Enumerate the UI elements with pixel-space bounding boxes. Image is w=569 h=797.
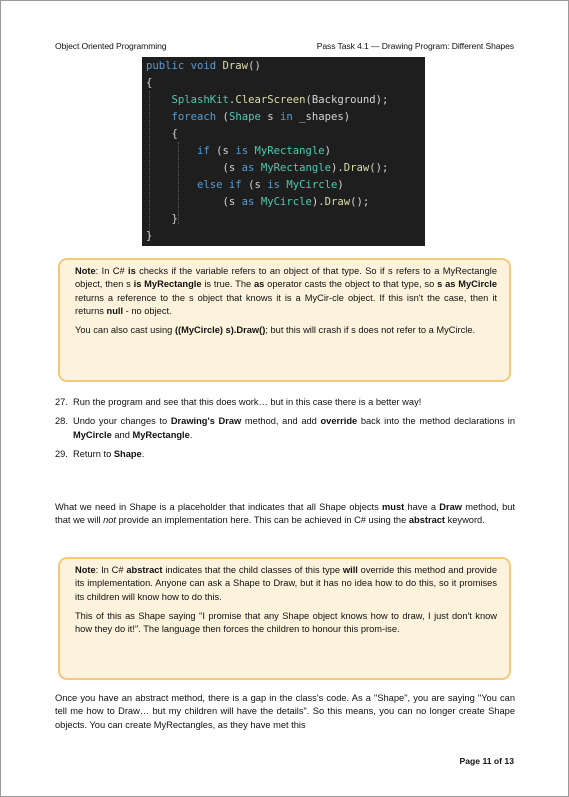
code-token: ( <box>216 111 229 123</box>
step-number: 29. <box>55 448 68 459</box>
code-token: (s <box>209 145 236 157</box>
text-run: override this method and provide its implementation. Anyone can ask a Shape to Draw, but it has no idea how to do this, so it promises its children will know how to do this. <box>75 565 497 602</box>
code-token: is <box>267 179 280 191</box>
code-token <box>146 111 172 123</box>
note-paragraph <box>75 564 497 604</box>
code-token: ) <box>324 145 332 157</box>
emphasis-text: is MyRectangle <box>133 279 202 290</box>
step-item <box>55 396 515 409</box>
text-run: What we need in Shape is a placeholder that indicates that all Shape objects <box>55 502 382 512</box>
code-token: () <box>248 60 261 72</box>
code-block <box>142 57 425 246</box>
emphasis-text: not <box>103 515 116 526</box>
emphasis-text: s as MyCircle <box>437 279 497 290</box>
code-token: MyRectangle <box>254 145 325 157</box>
code-line <box>146 126 178 143</box>
step-list <box>55 396 515 467</box>
text-run: back into the method declarations in <box>357 416 516 427</box>
emphasis-text: Shape <box>113 448 142 459</box>
code-token: (); <box>350 196 370 208</box>
step-text <box>73 396 515 409</box>
code-token: MyCircle <box>260 196 312 208</box>
text-run: method, but that we will <box>55 502 515 526</box>
emphasis-text: is <box>127 266 136 276</box>
body-paragraph <box>55 501 515 528</box>
text-run: provide an implementation here. This can be achieved in C# using the <box>116 515 409 526</box>
code-line <box>146 177 344 194</box>
text-run: . <box>189 429 193 440</box>
code-line <box>146 194 369 211</box>
code-line <box>146 109 350 126</box>
text-run: is true. The <box>201 279 255 290</box>
code-line <box>146 92 388 109</box>
code-token <box>146 179 197 191</box>
emphasis-text: Note <box>75 565 96 575</box>
text-run: . <box>141 448 145 459</box>
code-token <box>146 145 197 157</box>
note-paragraph <box>75 324 497 337</box>
text-run: : In C# <box>95 266 128 276</box>
step-item <box>55 448 515 461</box>
code-token: ). <box>311 196 325 208</box>
code-token: foreach <box>171 111 217 123</box>
text-run: Return to <box>73 448 114 459</box>
emphasis-text: Drawing's Draw <box>170 416 242 427</box>
code-token <box>146 94 172 106</box>
code-line <box>146 228 152 245</box>
text-run: This of this as Shape saying "I promise that any Shape object knows how to draw, I just don't know how they do it!". The language then forces the children to honour this prom-ise. <box>75 610 497 635</box>
code-token: ). <box>331 162 344 174</box>
code-token: (Background); <box>305 94 389 106</box>
code-token: Shape <box>228 111 261 123</box>
code-token: { <box>146 128 178 140</box>
code-line <box>146 75 152 92</box>
body-paragraph <box>55 692 515 732</box>
code-token: ) <box>337 179 344 191</box>
code-token: { <box>146 77 153 89</box>
text-run: method, and add <box>241 416 321 427</box>
emphasis-text: MyRectangle <box>132 429 190 440</box>
code-line <box>146 58 261 75</box>
code-token: ClearScreen <box>235 94 306 106</box>
text-run: operator casts the object to that type, so <box>264 279 438 290</box>
code-token: (s <box>146 196 242 208</box>
code-line <box>146 143 331 160</box>
code-token: SplashKit <box>171 94 229 106</box>
header-task-title: Pass Task 4.1 — Drawing Program: Different Shapes <box>316 41 514 51</box>
code-token: as <box>241 162 255 174</box>
text-run: Once you have an abstract method, there is a gap in the class's code. As a "Shape", you are saying "You can tell me how to Draw… but my children will have the details". So this means, you can no longer create Shape objects. You can create MyRectangles, as they have met this <box>55 693 515 730</box>
code-token: (s <box>146 162 242 174</box>
text-run: keyword. <box>445 515 485 526</box>
step-text <box>73 415 515 442</box>
text-run: ; but this will crash if s does not refer to a MyCircle. <box>265 325 476 336</box>
code-line <box>146 160 388 177</box>
text-run: have a <box>404 502 440 512</box>
emphasis-text: MyCircle <box>73 429 112 440</box>
note-paragraph <box>75 265 497 318</box>
code-token: if <box>197 145 210 157</box>
code-token: Draw <box>324 196 351 208</box>
emphasis-text: override <box>320 416 358 427</box>
code-token: Draw <box>222 60 249 72</box>
emphasis-text: ((MyCircle) s).Draw() <box>174 325 266 336</box>
code-token: else if <box>197 179 242 191</box>
text-run: checks if the variable refers to an object of that type. So if s refers to a MyRectangle object, then s <box>75 266 497 290</box>
text-run: and <box>111 429 133 440</box>
emphasis-text: Draw <box>439 502 462 512</box>
emphasis-text: abstract <box>126 565 163 575</box>
text-run: Undo your changes to <box>73 416 171 427</box>
code-token: (); <box>369 162 389 174</box>
text-run: You can also cast using <box>75 325 175 336</box>
page-number: Page 11 of 13 <box>459 756 514 766</box>
code-token: in <box>279 111 293 123</box>
emphasis-text: abstract <box>408 515 446 526</box>
step-item <box>55 415 515 442</box>
header-course-title: Object Oriented Programming <box>55 41 167 51</box>
code-token: Draw <box>343 162 370 174</box>
step-number: 27. <box>55 397 68 407</box>
code-token: MyCircle <box>286 179 338 191</box>
code-line <box>146 211 178 228</box>
code-token: . <box>228 94 236 106</box>
text-run: Run the program and see that this does work… but in this case there is a better way! <box>73 397 422 407</box>
emphasis-text: will <box>342 565 358 575</box>
emphasis-text: null <box>106 305 124 316</box>
code-token: public void <box>146 60 223 72</box>
note-paragraph <box>75 610 497 637</box>
code-token: } <box>146 230 153 242</box>
code-token: (s <box>241 179 268 191</box>
text-run: indicates that the child classes of this type <box>162 565 343 575</box>
emphasis-text: as <box>254 279 265 290</box>
code-token: } <box>146 213 178 225</box>
step-number: 28. <box>55 416 68 427</box>
code-token: is <box>235 145 249 157</box>
note-is-as-operators <box>58 258 511 382</box>
code-token: s <box>260 111 280 123</box>
text-run: returns a reference to the s object that knows it is a MyCir-cle object. If this isn't the case, then it returns <box>75 292 497 316</box>
emphasis-text: Note <box>75 266 96 276</box>
note-abstract-keyword <box>58 557 511 680</box>
emphasis-text: must <box>382 502 405 512</box>
text-run: - no object. <box>123 305 172 316</box>
code-token: MyRectangle <box>260 162 331 174</box>
step-text <box>73 448 515 461</box>
code-token: _shapes) <box>292 111 351 123</box>
code-token: as <box>241 196 255 208</box>
text-run: : In C# <box>95 565 127 575</box>
